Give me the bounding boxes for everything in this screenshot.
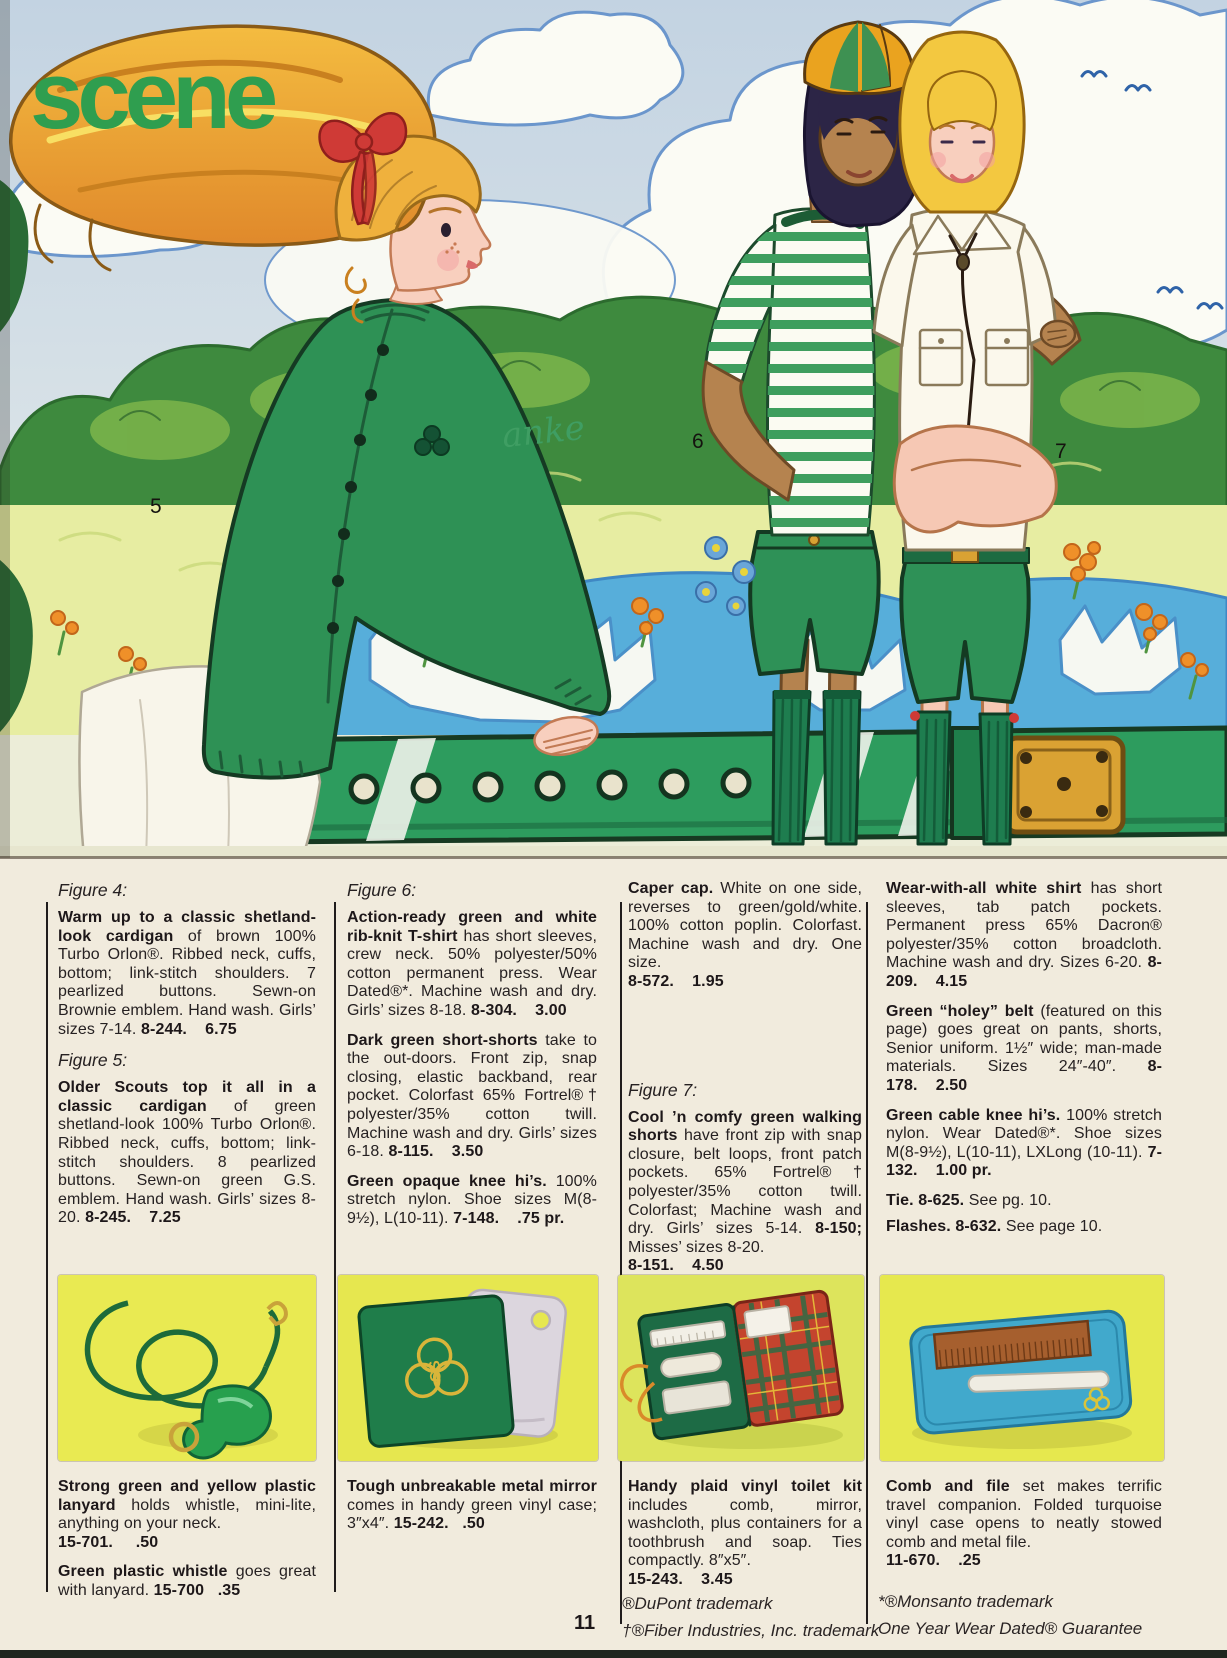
figure-marker-5: 5 (150, 495, 162, 518)
holey-belt-graphic (238, 728, 1227, 842)
catalog-paragraph: Dark green short-shorts take to the out-doors. Front zip, snap closing, elastic backband, rear pocket. Colorfast 65% Fortrel®† polyester/35% cotton twill. Machine wash and dry. Girls’ sizes 6-18. 8-115. 3.50 (347, 1031, 598, 1161)
wear-dated-guarantee-note: One Year Wear Dated® Guarantee (878, 1619, 1143, 1638)
column-text (347, 880, 597, 1229)
artist-signature: anke (500, 407, 587, 457)
catalog-paragraph: Caper cap. White on one side, reverses to green/gold/white. 100% cotton poplin. Colorfast. Machine wash and dry. One size. 8-572. 1.95 (628, 880, 863, 990)
catalog-column-3 (628, 880, 862, 1646)
catalog-paragraph: Green cable knee hi’s. 100% stretch nylon. Wear Dated®*. Shoe sizes M(8-9½), L(10-11), LXLong (10-11). 7-132. 1.00 pr. (886, 1106, 1163, 1180)
catalog-paragraph: Tie. 8-625. See pg. 10. (886, 1191, 1052, 1209)
page-bottom-edge (0, 1650, 1227, 1658)
catalog-paragraph: Tough unbreakable metal mirror comes in handy green vinyl case; 3″x4″. 15-242. .50 (347, 1478, 597, 1533)
photo-caption (886, 1478, 1162, 1582)
page-number: 11 (574, 1612, 596, 1634)
page-edge-shadow (0, 0, 10, 858)
catalog-paragraph: Action-ready green and white rib-knit T-shirt has short sleeves, crew neck. 50% polyester/50% cotton permanent press. Wear Dated®*. Machine wash and dry. Girls’ sizes 8-18. 8-304. 3.00 (347, 909, 598, 1019)
catalog-paragraph: Green “holey” belt (featured on this page) goes great on pants, shorts, Senior uniform. 1½″ wide; man-made materials. Sizes 24″-40″. 8-178. 2.50 (886, 1002, 1163, 1094)
catalog-paragraph: Green opaque knee hi’s. 100% stretch nylon. Shoe sizes M(8-9½), L(10-11). 7-148. .75 pr. (347, 1172, 598, 1227)
item-code-price: 11-670. .25 (886, 1552, 981, 1570)
figure-marker-7: 7 (1055, 440, 1067, 463)
column-rule (620, 902, 622, 1624)
item-code-price: 8-151. 4.50 (628, 1257, 724, 1275)
item-code-price: 15-243. 3.45 (628, 1570, 733, 1588)
column-rule (334, 902, 336, 1592)
photo-caption (58, 1478, 316, 1612)
photo-caption (628, 1478, 862, 1601)
catalog-column-4 (886, 880, 1162, 1646)
item-code-price: 8-572. 1.95 (628, 972, 724, 990)
column-text (58, 880, 316, 1228)
catalog-paragraph: Older Scouts top it all in a classic cardigan of green shetland-look 100% Turbo Orlon®. Ribbed neck, cuffs, bottom; link-stitch shoulders. 8 pearlized buttons. Sewn-on green G.S. emblem. Hand wash. Girls’ sizes 8-20. 8-245. 7.25 (58, 1079, 317, 1227)
catalog-paragraph: Cool ’n comfy green walking shorts have front zip with snap closure, belt loops, front patch pockets. 65% Fortrel®† polyester/35% cotton twill. Colorfast; Machine wash and dry. Girls’ sizes 5-14. 8-150; Misses’ sizes 8-20. 8-151. 4.50 (628, 1108, 863, 1275)
scene-logo: scene (30, 42, 273, 149)
section-divider (0, 856, 1227, 859)
catalog-paragraph: Flashes. 8-632. See page 10. (886, 1217, 1103, 1235)
catalog-paragraph: Wear-with-all white shirt has short sleeves, tab patch pockets. Permanent press 65% Dacron® polyester/35% cotton broadcloth. Machine wash and dry. Sizes 6-20. 8-209. 4.15 (886, 880, 1162, 990)
catalog-column-1 (58, 880, 316, 1646)
figure-label: Figure 7: (628, 1079, 698, 1100)
trademark-notes-left (622, 1590, 879, 1644)
catalog-column-2 (347, 880, 597, 1646)
column-text (628, 880, 862, 1276)
photo-caption (347, 1478, 597, 1545)
column-rule (46, 902, 48, 1592)
catalog-paragraph: Green plastic whistle goes great with lanyard. 15-700 .35 (58, 1563, 316, 1599)
figure-label: Figure 5: (58, 1050, 128, 1071)
figure-label: Figure 4: (58, 880, 128, 900)
trademark-notes-right (878, 1588, 1142, 1642)
catalog-paragraph: Strong green and yellow plastic lanyard holds whistle, mini-lite, anything on your neck. 15-701. .50 (58, 1478, 316, 1551)
svg-text:GS: GS (426, 1359, 445, 1383)
catalog-paragraph: Handy plaid vinyl toilet kit includes comb, mirror, washcloth, plus containers for a toothbrush and soap. Ties compactly. 8″x5″. 15-243. 3.45 (628, 1478, 862, 1588)
item-code-price: 15-701. .50 (58, 1533, 159, 1551)
column-text (886, 880, 1162, 1236)
catalog-paragraph: Comb and file set makes terrific travel companion. Folded turquoise vinyl case opens to neatly stowed comb and metal file. 11-670. .25 (886, 1478, 1162, 1570)
metal-mirror-photo (338, 1275, 598, 1461)
comb-and-file-photo (880, 1275, 1164, 1461)
catalog-paragraph: Warm up to a classic shetland-look cardigan of brown 100% Turbo Orlon®. Ribbed neck, cuffs, bottom; link-stitch shoulders. 7 pearlized buttons. Sewn-on Brownie emblem. Hand wash. Girls’ sizes 7-14. 8-244. 6.75 (58, 909, 316, 1038)
fiber-trademark-note: †®Fiber Industries, Inc. trademark (622, 1621, 880, 1640)
figure-label: Figure 6: (347, 880, 417, 900)
figure-marker-6: 6 (692, 430, 704, 453)
lanyard-and-whistle-photo (58, 1275, 316, 1461)
column-rule (866, 902, 868, 1624)
plaid-toilet-kit-photo (618, 1275, 864, 1461)
monsanto-trademark-note: *®Monsanto trademark (878, 1592, 1054, 1611)
dupont-trademark-note: ®DuPont trademark (622, 1594, 773, 1613)
